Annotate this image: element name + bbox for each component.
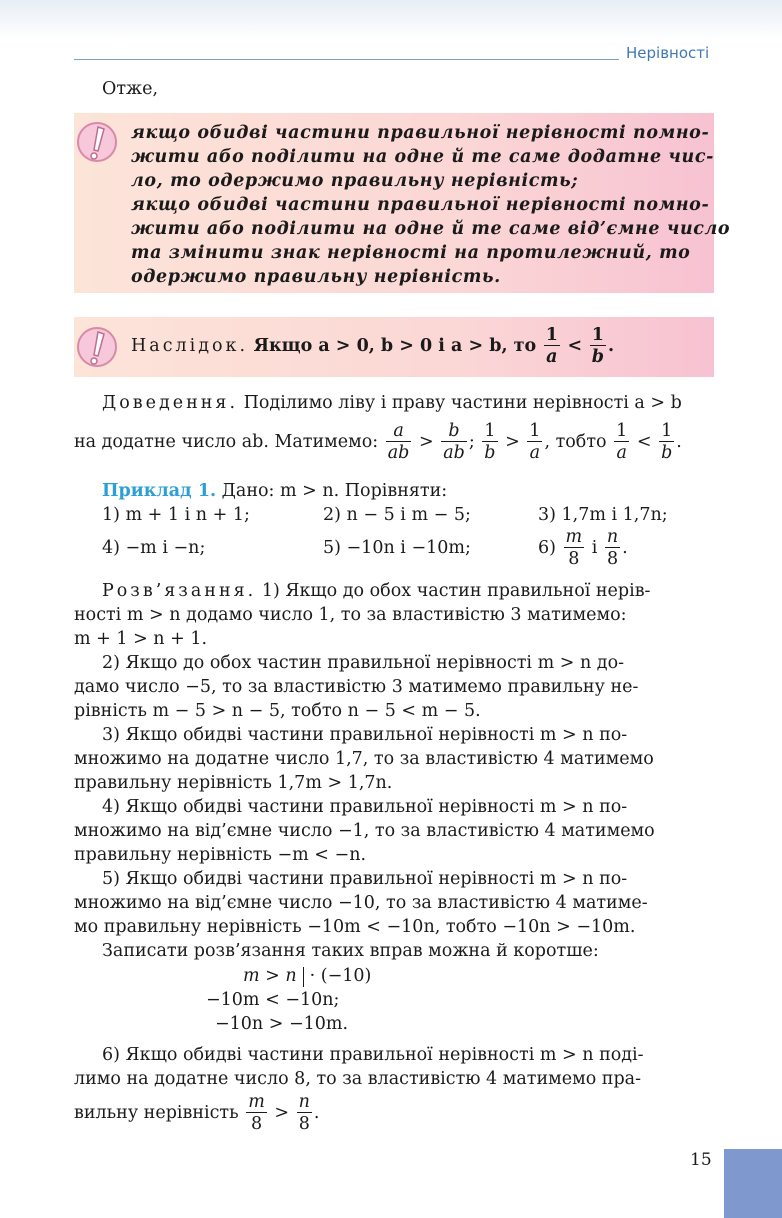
example-item: 4) −m і −n; [102, 538, 206, 558]
solution-line: множимо на додатне число 1,7, то за властивістю 4 матимемо [74, 749, 654, 769]
short-solution-line: m > n · (−10) [243, 966, 372, 986]
fraction: $\frac{1}{b}$ [661, 421, 673, 463]
solution-line: 2) Якщо до обох частин правильної нерівності m > n до- [102, 653, 625, 673]
example-item: 2) n − 5 і m − 5; [323, 505, 471, 525]
fraction: $\frac{1}{a}$ [545, 325, 558, 367]
fraction: $\frac{m}{8}$ [248, 1092, 265, 1134]
example-title: Приклад 1. [102, 481, 217, 501]
page-number: 15 [690, 1150, 712, 1170]
solution-line: вильну нерівність $\frac{m}{8}$ > $\frac{n}{8}$ . [74, 1092, 320, 1134]
intro-text: Отже, [102, 79, 159, 99]
solution-line: множимо на від’ємне число −1, то за властивістю 4 матимемо [74, 821, 655, 841]
header-rule [74, 59, 619, 60]
solution-line: ності m > n додамо число 1, то за властивістю 3 матимемо: [74, 605, 627, 625]
exclamation-icon [76, 326, 118, 368]
example-item: 6) $\frac{m}{8}$ і $\frac{n}{8}$ . [538, 527, 628, 569]
solution-line: Розв’язання. 1) Якщо до обох частин правильної нерів- [102, 581, 651, 601]
solution-line: дамо число −5, то за властивістю 3 матимемо правильну не- [74, 677, 639, 697]
solution-line: правильну нерівність −m < −n. [74, 845, 367, 865]
fraction: $\frac{1}{a}$ [616, 421, 628, 463]
fraction: $\frac{1}{b}$ [591, 325, 604, 367]
solution-line: 5) Якщо обидві частини правильної нерівності m > n по- [102, 869, 628, 889]
fraction: $\frac{n}{8}$ [606, 527, 619, 569]
solution-line: правильну нерівність 1,7m > 1,7n. [74, 773, 393, 793]
fraction: $\frac{1}{b}$ [484, 421, 496, 463]
section-title: Нерівності [626, 44, 710, 62]
fraction: $\frac{n}{8}$ [298, 1092, 310, 1134]
proof-label: Доведення. [102, 393, 239, 413]
top-band [0, 0, 782, 40]
rule-line: одержимо правильну нерівність. [131, 267, 501, 287]
fraction: $\frac{m}{8}$ [565, 527, 583, 569]
relation-sign: < [567, 336, 583, 356]
solution-line: 4) Якщо обидві частини правильної нерівності m > n по- [102, 797, 628, 817]
proof-line: Доведення. Поділимо ліву і праву частини нерівності a > b [102, 393, 682, 413]
fraction: $\frac{a}{ab}$ [387, 421, 410, 463]
short-solution-line: −10n > −10m. [215, 1014, 349, 1034]
rule-line: жити або поділити на одне й те саме від’ємне число [131, 219, 731, 239]
exclamation-icon [76, 121, 118, 163]
solution-label: Розв’язання. [102, 581, 257, 601]
rule-line: жити або поділити на одне й те саме додатне чис- [131, 147, 714, 167]
solution-line: рівність m − 5 > n − 5, тобто n − 5 < m − 5. [74, 701, 481, 721]
fraction: $\frac{b}{ab}$ [443, 421, 465, 463]
solution-line: лимо на додатне число 8, то за властивістю 4 матимемо пра- [74, 1069, 642, 1089]
corollary-label: Наслідок. [131, 336, 249, 356]
proof-line: на додатне число ab. Матимемо: $\frac{a}{ab}$ > $\frac{b}{ab}$ ; $\frac{1}{b}$ > $\frac{1}{a}$ , тобто $\frac{1}{a}$ < $\frac{1}{b}$ . [74, 421, 682, 463]
short-solution-line: −10m < −10n; [206, 990, 340, 1010]
solution-line: Записати розв’язання таких вправ можна й коротше: [102, 941, 599, 961]
example-item: 3) 1,7m і 1,7n; [538, 505, 668, 525]
rule-line: якщо обидві частини правильної нерівності помно- [131, 123, 710, 143]
example-item: 1) m + 1 і n + 1; [102, 505, 250, 525]
solution-line: 3) Якщо обидві частини правильної нерівності m > n по- [102, 725, 628, 745]
solution-line: множимо на від’ємне число −10, то за властивістю 4 матиме- [74, 893, 648, 913]
solution-line: 6) Якщо обидві частини правильної нерівності m > n поді- [102, 1045, 644, 1065]
rule-line: та змінити знак нерівності на протилежний, то [131, 243, 691, 263]
corollary-statement: Наслідок. Якщо a > 0, b > 0 і a > b, то $\frac{1}{a}$ < $\frac{1}{b}$ . [131, 325, 615, 367]
fraction: $\frac{1}{a}$ [529, 421, 541, 463]
solution-line: мо правильну нерівність −10m < −10n, тобто −10n > −10m. [74, 917, 636, 937]
corollary-text: Якщо a > 0, b > 0 і a > b, то [253, 336, 537, 356]
divider-bar [303, 967, 304, 987]
example-item: 5) −10n і −10m; [323, 538, 471, 558]
rule-line: якщо обидві частини правильної нерівності помно- [131, 195, 710, 215]
rule-line: ло, то одержимо правильну нерівність; [131, 171, 579, 191]
corner-tab [724, 1149, 782, 1218]
solution-line: m + 1 > n + 1. [74, 629, 208, 649]
example-header: Приклад 1. Дано: m > n. Порівняти: [102, 481, 448, 501]
